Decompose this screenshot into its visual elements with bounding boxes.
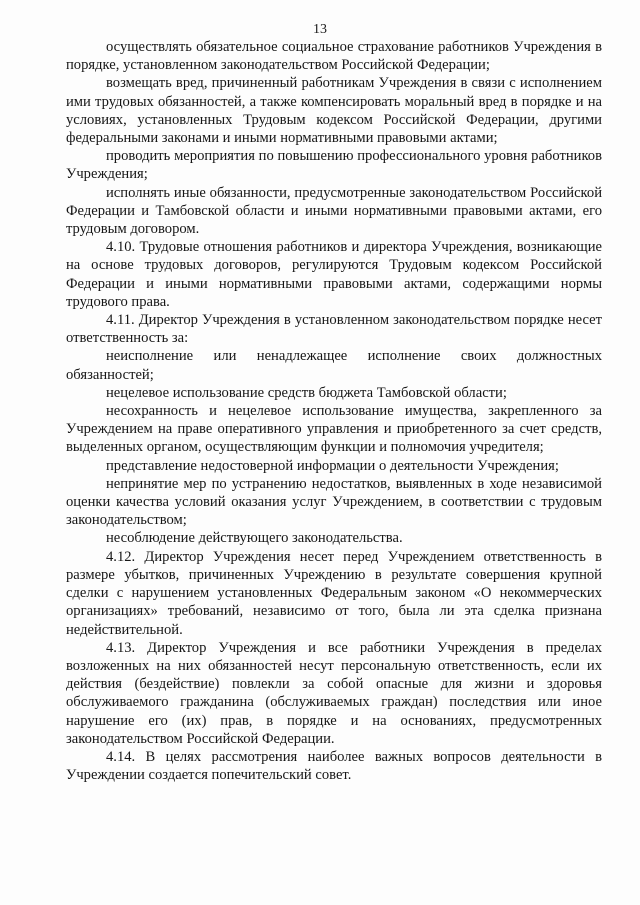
paragraph-4-13: 4.13. Директор Учреждения и все работники Учреждения в пределах возложенных на них обязанностей несут персональную ответственность, если их действия (бездействие) повлекли за собой опасные для жизни и здоровья обслуживаемого гражданина (обслуживаемых граждан) последствия или иное нарушение его (их) прав, в порядке и на основаниях, предусмотренных законодательством Российской Федерации.	[66, 639, 602, 747]
paragraph-4-10: 4.10. Трудовые отношения работников и директора Учреждения, возникающие на основе трудовых договоров, регулируются Трудовым кодексом Российской Федерации и иными нормативными правовыми актами, содержащими нормы трудового права.	[66, 239, 602, 310]
paragraph-professional-training: проводить мероприятия по повышению профессионального уровня работников Учреждения;	[66, 148, 602, 183]
paragraph-compensate-harm: возмещать вред, причиненный работникам Учреждения в связи с исполнением ими трудовых обязанностей, а также компенсировать моральный вред в порядке и на условиях, установленных Трудовым кодексом Российской Федерации, другими федеральными законами и иными нормативными правовыми актами;	[66, 75, 602, 147]
paragraph-budget-misuse: нецелевое использование средств бюджета Тамбовской области;	[106, 384, 507, 401]
paragraph-law-compliance: несоблюдение действующего законодательства.	[106, 530, 403, 547]
paragraph-4-12: 4.12. Директор Учреждения несет перед Учреждением ответственность в размере убытков, причиненных Учреждению в результате совершения крупной сделки с нарушением установленных Федеральным законом «О некоммерческих организациях» требований, независимо от того, была ли эта сделка признана недействительной.	[66, 548, 602, 638]
paragraph-other-duties: исполнять иные обязанности, предусмотренные законодательством Российской Федерации и Тамбовской области и иными нормативными правовыми актами, его трудовым договором.	[66, 184, 602, 238]
paragraph-4-11: 4.11. Директор Учреждения в установленном законодательством порядке несет ответственность за:	[66, 312, 602, 347]
paragraph-social-insurance: осуществлять обязательное социальное страхование работников Учреждения в порядке, установленном законодательством Российской Федерации;	[66, 39, 602, 74]
paragraph-quality-assessment: непринятие мер по устранению недостатков, выявленных в ходе независимой оценки качества условий оказания услуг Учреждением, в соответствии с трудовым законодательством;	[66, 475, 602, 529]
paragraph-property-safety: несохранность и нецелевое использование имущества, закрепленного за Учреждением на праве оперативного управления и приобретенного за счет средств, выделенных органом, осуществляющим функции и полномочия учредителя;	[66, 403, 602, 456]
paragraph-non-performance: неисполнение или ненадлежащее исполнение своих должностных обязанностей;	[66, 348, 602, 383]
document-body	[66, 38, 602, 784]
paragraph-4-14: 4.14. В целях рассмотрения наиболее важных вопросов деятельности в Учреждении создается попечительский совет.	[66, 748, 602, 784]
page-number: 13	[313, 22, 327, 37]
paragraph-false-information: представление недостоверной информации о деятельности Учреждения;	[106, 457, 559, 474]
